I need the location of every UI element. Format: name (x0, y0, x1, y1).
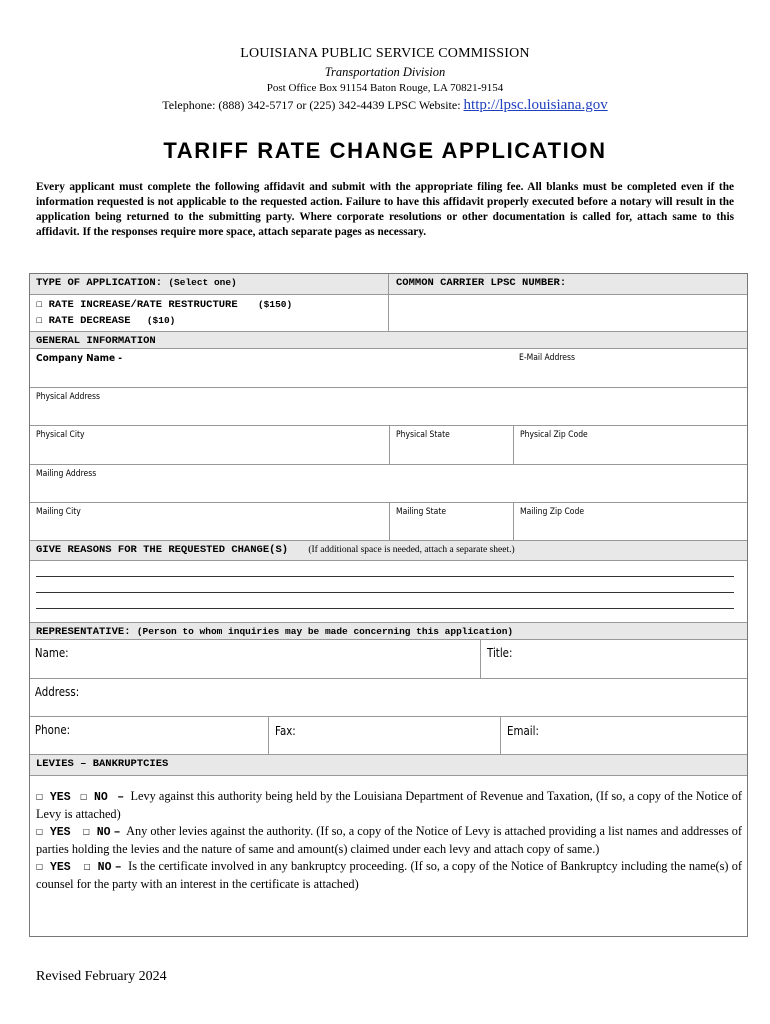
telephone-text: Telephone: (888) 342-5717 or (225) 342-4439 LPSC Website: (162, 98, 464, 112)
mailing-state-field[interactable]: Mailing State (389, 503, 513, 540)
levy3-yes-checkbox[interactable]: ☐ YES (36, 861, 71, 874)
levies-section (36, 788, 742, 893)
representative-hint: (Person to whom inquiries may be made concerning this application) (136, 626, 514, 637)
option-rate-decrease[interactable]: ☐ RATE DECREASE ($10) (36, 315, 176, 327)
reasons-hint: (If additional space is needed, attach a separate sheet.) (308, 545, 515, 555)
mailing-address-row (30, 465, 747, 503)
levy1-yes-checkbox[interactable]: ☐ YES (36, 791, 71, 804)
carrier-number-label: COMMON CARRIER LPSC NUMBER: (388, 274, 747, 294)
reasons-line (36, 576, 734, 577)
levies-header: LEVIES – BANKRUPTCIES (30, 755, 747, 776)
website-link[interactable]: http://lpsc.louisiana.gov (463, 97, 608, 113)
representative-header (30, 623, 747, 640)
page-title: TARIFF RATE CHANGE APPLICATION (163, 138, 607, 163)
mailing-address-field[interactable]: Mailing Address (36, 469, 97, 479)
reasons-header (30, 541, 747, 561)
contact-line (0, 97, 770, 114)
physical-address-row (30, 388, 747, 426)
representative-label: REPRESENTATIVE: (36, 626, 131, 638)
option-rate-decrease-fee: ($10) (146, 315, 176, 326)
mailing-city-field[interactable]: Mailing City (36, 507, 81, 517)
rep-name-row (30, 640, 747, 679)
org-name: LOUISIANA PUBLIC SERVICE COMMISSION (240, 46, 530, 61)
reasons-label: GIVE REASONS FOR THE REQUESTED CHANGE(S) (36, 544, 289, 556)
division-name: Transportation Division (324, 65, 446, 79)
physical-zip-field[interactable]: Physical Zip Code (513, 426, 747, 464)
levy-item-bankruptcy: ☐ YES ☐ NO – Is the certificate involved in any bankruptcy proceeding. (If so, a copy of the Notice of Bankruptcy including the name(s) of counsel for the party with an interest in the certificate is attached) (36, 859, 742, 891)
company-row (30, 349, 747, 388)
email-address-field[interactable]: E-Mail Address (519, 353, 575, 363)
rep-email-field[interactable]: Email: (500, 717, 747, 754)
reasons-line (36, 608, 734, 609)
mailing-zip-field[interactable]: Mailing Zip Code (513, 503, 747, 540)
rep-name-field[interactable]: Name: (34, 645, 69, 660)
reasons-area[interactable] (30, 561, 747, 623)
levy-item-revenue: ☐ YES ☐ NO – Levy against this authority being held by the Louisiana Department of Revenue and Taxation, (If so, a copy of the Notice of Levy is attached) (36, 789, 742, 821)
rep-fax-field[interactable]: Fax: (268, 717, 500, 754)
physical-address-field[interactable]: Physical Address (36, 392, 100, 402)
rep-address-field[interactable]: Address: (34, 684, 80, 699)
levy1-no-checkbox[interactable]: ☐ NO (80, 791, 108, 804)
reasons-line (36, 592, 734, 593)
levy2-yes-checkbox[interactable]: ☐ YES (36, 826, 71, 839)
mailing-address-line: Post Office Box 91154 Baton Rouge, LA 70821-9154 (266, 82, 504, 94)
option-rate-increase[interactable]: ☐ RATE INCREASE/RATE RESTRUCTURE ($150) (36, 299, 293, 311)
intro-paragraph: Every applicant must complete the following affidavit and submit with the appropriate filing fee. All blanks must be completed even if the information requested is not applicable to the requested action. Failure to have this affidavit properly executed before a notary will result in the application being returned to the submitting party. Where corporate resolutions or other documentation is called for, attach same to this affidavit. If the responses require more space, attach separate pages as necessary. (36, 181, 734, 238)
revision-date: Revised February 2024 (36, 969, 167, 984)
application-header-row (30, 274, 747, 295)
rep-address-row (30, 679, 747, 717)
carrier-number-field[interactable] (388, 295, 747, 331)
application-options-row (30, 295, 747, 332)
option-rate-increase-fee: ($150) (257, 299, 293, 310)
general-info-header: GENERAL INFORMATION (30, 332, 747, 349)
levy2-no-checkbox[interactable]: ☐ NO (82, 826, 111, 839)
rep-title-field[interactable]: Title: (480, 640, 747, 678)
physical-city-field[interactable]: Physical City (36, 430, 85, 440)
company-name-field[interactable]: Company Name - (36, 353, 123, 364)
levy-item-other: ☐ YES ☐ NO – Any other levies against the authority. (If so, a copy of the Notice of Levy is attached providing a list names and addresses of parties holding the levies and the nature of same and amount(s) claimed under each levy and attach copy of same.) (36, 824, 743, 856)
mailing-city-row (30, 503, 747, 541)
application-form (29, 273, 748, 937)
rep-contact-row (30, 717, 747, 755)
physical-state-field[interactable]: Physical State (389, 426, 513, 464)
levy3-no-checkbox[interactable]: ☐ NO (83, 861, 112, 874)
physical-city-row (30, 426, 747, 465)
rep-phone-field[interactable]: Phone: (34, 722, 71, 737)
type-hint: (Select one) (168, 277, 237, 288)
type-label: TYPE OF APPLICATION: (36, 277, 163, 289)
